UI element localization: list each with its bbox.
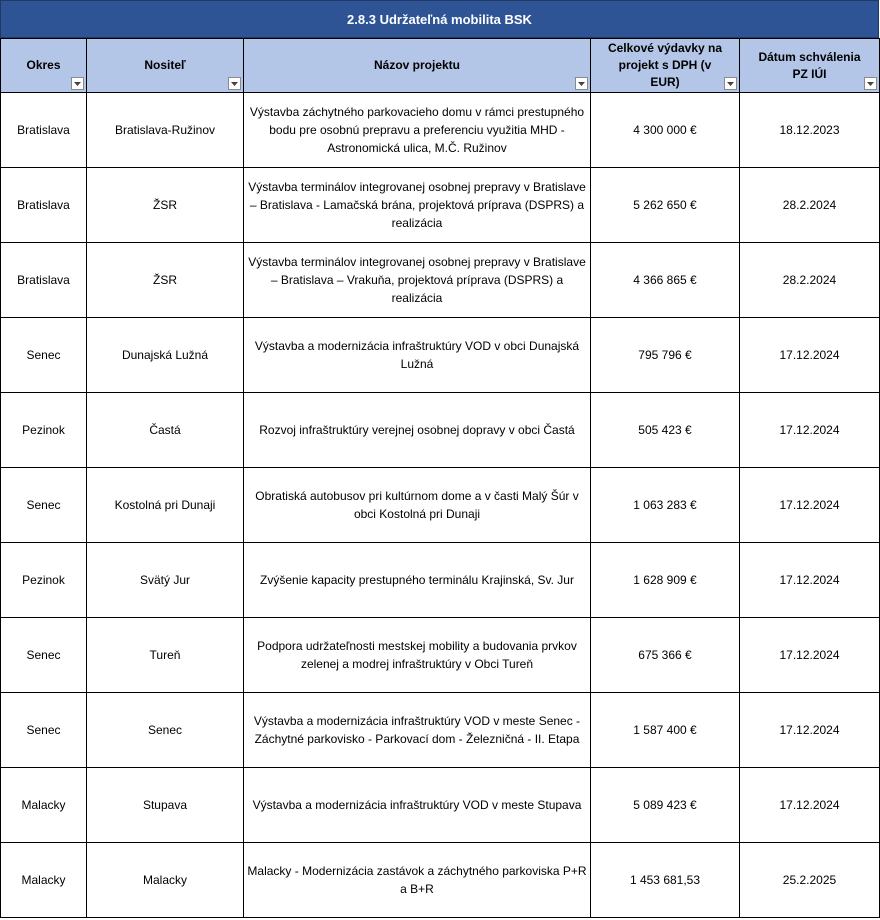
cell-vydavky[interactable]: 4 300 000 € bbox=[591, 93, 740, 168]
cell-nositel[interactable]: Kostolná pri Dunaji bbox=[87, 468, 244, 543]
cell-datum[interactable]: 17.12.2024 bbox=[740, 393, 880, 468]
cell-datum[interactable]: 17.12.2024 bbox=[740, 618, 880, 693]
table-row bbox=[1, 618, 880, 693]
cell-nazov[interactable]: Malacky - Modernizácia zastávok a záchytného parkoviska P+R a B+R bbox=[244, 843, 591, 918]
column-header-label: Dátum schválenia PZ IÚI bbox=[758, 49, 861, 81]
cell-nazov[interactable]: Obratiská autobusov pri kultúrnom dome a v časti Malý Šúr v obci Kostolná pri Dunaji bbox=[244, 468, 591, 543]
cell-nazov[interactable]: Výstavba terminálov integrovanej osobnej prepravy v Bratislave – Bratislava - Lamačská brána, projektová príprava (DSPRS) a realizácia bbox=[244, 168, 591, 243]
cell-datum[interactable]: 18.12.2023 bbox=[740, 93, 880, 168]
cell-okres[interactable]: Senec bbox=[1, 318, 87, 393]
cell-vydavky[interactable]: 1 587 400 € bbox=[591, 693, 740, 768]
dropdown-arrow-icon bbox=[727, 82, 734, 86]
cell-nazov[interactable]: Výstavba terminálov integrovanej osobnej prepravy v Bratislave – Bratislava – Vrakuňa, projektová príprava (DSPRS) a realizácia bbox=[244, 243, 591, 318]
filter-dropdown-button[interactable] bbox=[575, 77, 588, 90]
column-header-nazov[interactable] bbox=[244, 39, 591, 93]
cell-nazov[interactable]: Výstavba a modernizácia infraštruktúry VOD v meste Senec - Záchytné parkovisko - Parkovací dom - Železničná - II. Etapa bbox=[244, 693, 591, 768]
table-row bbox=[1, 543, 880, 618]
column-header-vydavky[interactable] bbox=[591, 39, 740, 93]
cell-nositel[interactable]: Tureň bbox=[87, 618, 244, 693]
cell-datum[interactable]: 17.12.2024 bbox=[740, 468, 880, 543]
table-row bbox=[1, 318, 880, 393]
cell-vydavky[interactable]: 795 796 € bbox=[591, 318, 740, 393]
cell-datum[interactable]: 25.2.2025 bbox=[740, 843, 880, 918]
table-row bbox=[1, 468, 880, 543]
cell-nositel[interactable]: Častá bbox=[87, 393, 244, 468]
column-header-label: Nositeľ bbox=[144, 58, 186, 72]
cell-nositel[interactable]: Malacky bbox=[87, 843, 244, 918]
cell-nazov[interactable]: Výstavba a modernizácia infraštruktúry VOD v meste Stupava bbox=[244, 768, 591, 843]
cell-okres[interactable]: Senec bbox=[1, 468, 87, 543]
cell-nazov[interactable]: Rozvoj infraštruktúry verejnej osobnej dopravy v obci Častá bbox=[244, 393, 591, 468]
cell-datum[interactable]: 28.2.2024 bbox=[740, 243, 880, 318]
cell-nositel[interactable]: ŽSR bbox=[87, 243, 244, 318]
table-row bbox=[1, 843, 880, 918]
cell-nositel[interactable]: Bratislava-Ružinov bbox=[87, 93, 244, 168]
cell-nositel[interactable]: ŽSR bbox=[87, 168, 244, 243]
filter-dropdown-button[interactable] bbox=[71, 77, 84, 90]
cell-datum[interactable]: 17.12.2024 bbox=[740, 318, 880, 393]
cell-okres[interactable]: Senec bbox=[1, 693, 87, 768]
cell-okres[interactable]: Bratislava bbox=[1, 168, 87, 243]
cell-vydavky[interactable]: 675 366 € bbox=[591, 618, 740, 693]
cell-nositel[interactable]: Svätý Jur bbox=[87, 543, 244, 618]
cell-nazov[interactable]: Zvýšenie kapacity prestupného terminálu Krajinská, Sv. Jur bbox=[244, 543, 591, 618]
column-header-label: Okres bbox=[26, 58, 61, 72]
filter-dropdown-button[interactable] bbox=[864, 77, 877, 90]
cell-nazov[interactable]: Podpora udržateľnosti mestskej mobility a budovania prvkov zelenej a modrej infraštruktúry v Obci Tureň bbox=[244, 618, 591, 693]
table-row bbox=[1, 93, 880, 168]
table-row bbox=[1, 693, 880, 768]
column-header-nositel[interactable] bbox=[87, 39, 244, 93]
table-row bbox=[1, 768, 880, 843]
column-header-label: Názov projektu bbox=[373, 58, 460, 72]
cell-vydavky[interactable]: 1 453 681,53 bbox=[591, 843, 740, 918]
table-row bbox=[1, 243, 880, 318]
cell-vydavky[interactable]: 505 423 € bbox=[591, 393, 740, 468]
cell-okres[interactable]: Pezinok bbox=[1, 393, 87, 468]
cell-nositel[interactable]: Dunajská Lužná bbox=[87, 318, 244, 393]
table-title: 2.8.3 Udržateľná mobilita BSK bbox=[0, 0, 879, 38]
cell-okres[interactable]: Bratislava bbox=[1, 243, 87, 318]
table-row bbox=[1, 393, 880, 468]
cell-okres[interactable]: Bratislava bbox=[1, 93, 87, 168]
cell-nazov[interactable]: Výstavba a modernizácia infraštruktúry VOD v obci Dunajská Lužná bbox=[244, 318, 591, 393]
cell-nositel[interactable]: Senec bbox=[87, 693, 244, 768]
cell-vydavky[interactable]: 1 628 909 € bbox=[591, 543, 740, 618]
column-header-label: Celkové výdavky na projekt s DPH (v EUR) bbox=[607, 41, 723, 89]
column-header-datum[interactable] bbox=[740, 39, 880, 93]
dropdown-arrow-icon bbox=[231, 82, 238, 86]
cell-nositel[interactable]: Stupava bbox=[87, 768, 244, 843]
cell-datum[interactable]: 17.12.2024 bbox=[740, 768, 880, 843]
cell-datum[interactable]: 28.2.2024 bbox=[740, 168, 880, 243]
cell-vydavky[interactable]: 5 089 423 € bbox=[591, 768, 740, 843]
table-body bbox=[1, 93, 880, 918]
column-header-okres[interactable] bbox=[1, 39, 87, 93]
cell-nazov[interactable]: Výstavba záchytného parkovacieho domu v rámci prestupného bodu pre osobnú prepravu a preferenciu využitia MHD - Astronomická ulica, M.Č. Ružinov bbox=[244, 93, 591, 168]
cell-datum[interactable]: 17.12.2024 bbox=[740, 543, 880, 618]
cell-vydavky[interactable]: 1 063 283 € bbox=[591, 468, 740, 543]
cell-okres[interactable]: Senec bbox=[1, 618, 87, 693]
filter-dropdown-button[interactable] bbox=[228, 77, 241, 90]
dropdown-arrow-icon bbox=[578, 82, 585, 86]
filter-dropdown-button[interactable] bbox=[724, 77, 737, 90]
cell-okres[interactable]: Malacky bbox=[1, 768, 87, 843]
projects-table bbox=[0, 38, 880, 918]
table-row bbox=[1, 168, 880, 243]
dropdown-arrow-icon bbox=[867, 82, 874, 86]
cell-okres[interactable]: Pezinok bbox=[1, 543, 87, 618]
dropdown-arrow-icon bbox=[74, 82, 81, 86]
cell-vydavky[interactable]: 5 262 650 € bbox=[591, 168, 740, 243]
cell-okres[interactable]: Malacky bbox=[1, 843, 87, 918]
cell-vydavky[interactable]: 4 366 865 € bbox=[591, 243, 740, 318]
cell-datum[interactable]: 17.12.2024 bbox=[740, 693, 880, 768]
header-row bbox=[1, 39, 880, 93]
